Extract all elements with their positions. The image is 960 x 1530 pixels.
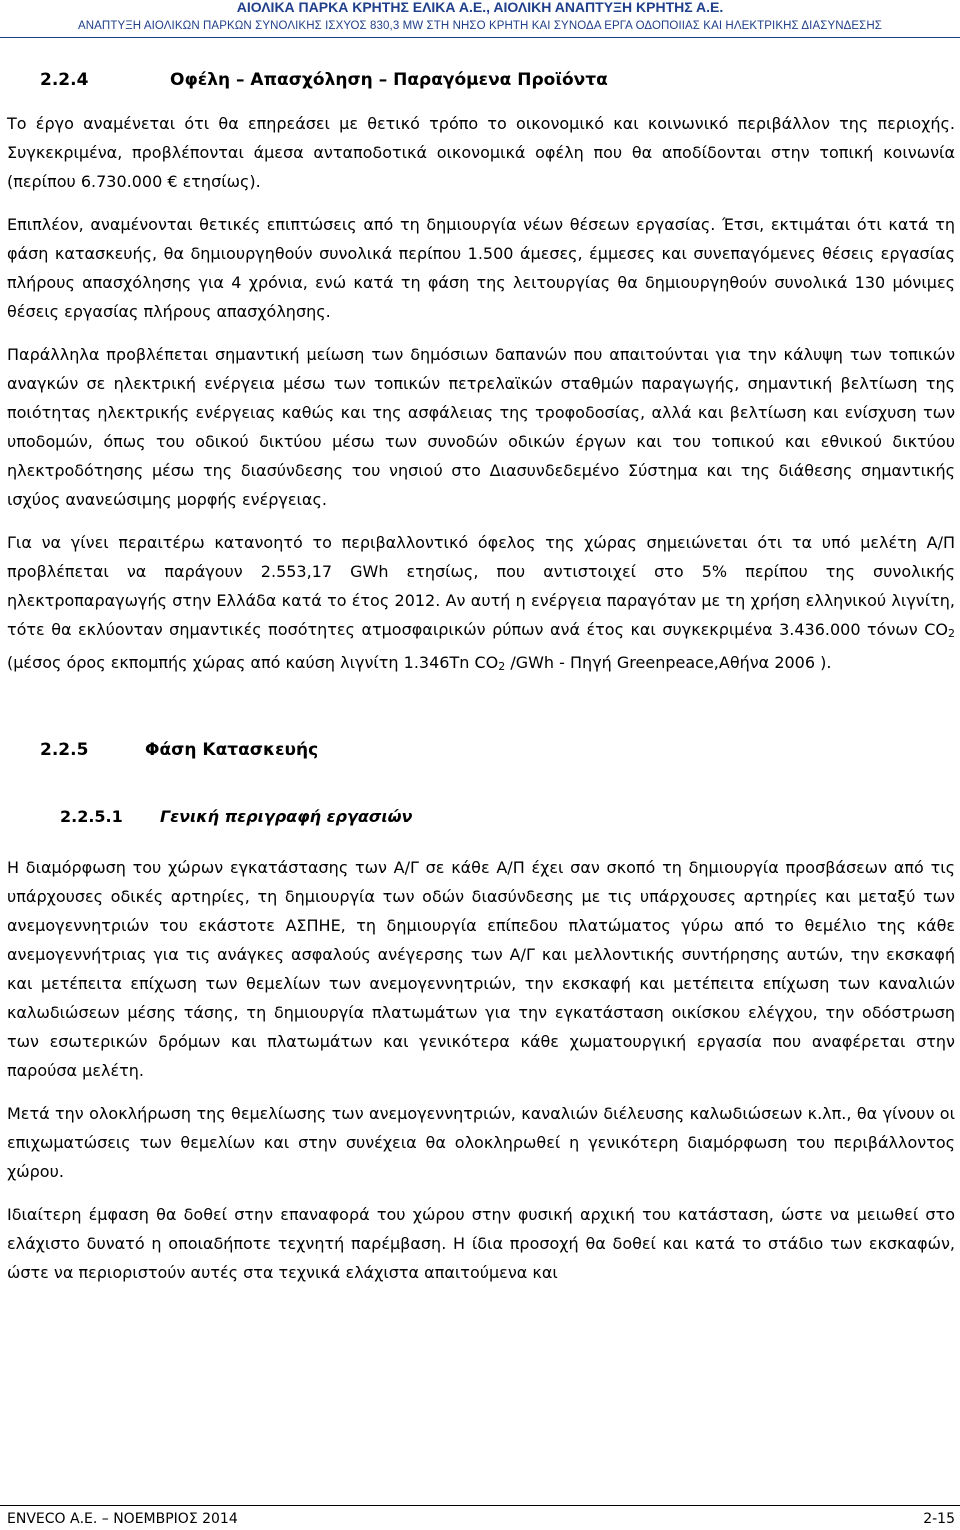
header-subtitle: ΑΝΑΠΤΥΞΗ ΑΙΟΛΙΚΩΝ ΠΑΡΚΩΝ ΣΥΝΟΛΙΚΗΣ ΙΣΧΥΟΣ 830,3 MW ΣΤΗ ΝΗΣΟ ΚΡΗΤΗ ΚΑΙ ΣΥΝΟΔΑ ΕΡΓΑ ΟΔΟΠΟΙΙΑΣ ΚΑΙ ΗΛΕΚΤΡΙΚΗΣ ΔΙΑΣΥΝΔΕΣΗΣ — [77, 20, 883, 32]
paragraph-employment: Επιπλέον, αναμένονται θετικές επιπτώσεις από τη δημιουργία νέων θέσεων εργασίας. Έτσι, εκτιμάται ότι κατά τη φάση κατασκευής, θα δημιουργηθούν συνολικά περίπου 1.500 άμεσες, έμμεσες και συνεπαγόμενες θέσεις εργασίας πλήρους απασχόλησης για 4 χρόνια, ενώ κατά τη φάση της λειτουργίας θα δημιουργηθούν συνολικά 130 μόνιμες θέσεις εργασίας πλήρους απασχόλησης. — [7, 215, 955, 321]
co2-subscript-2: 2 — [498, 660, 506, 673]
co2-text-part2: (μέσος όρος εκπομπής χώρας από καύση λιγνίτη 1.346Tn CO — [7, 653, 499, 672]
paragraph-public-spending: Παράλληλα προβλέπεται σημαντική μείωση των δημόσιων δαπανών που απαιτούνται για την κάλυψη των τοπικών αναγκών σε ηλεκτρική ενέργεια μέσω των τοπικών πετρελαϊκών σταθμών παραγωγής, σημαντική βελτίωση της ποιότητας ηλεκτρικής ενέργειας καθώς και της ασφάλειας της τροφοδοσίας, αλλά και βελτίωση και ενίσχυση των υποδομών, όπως του οδικού δικτύου μέσω των συνοδών οδικών έργων και του τοπικού και εθνικού δικτύου ηλεκτροδότησης μέσω της διασύνδεσης του νησιού στο Διασυνδεδεμένο Σύστημα και της διάθεσης σημαντικής ισχύος ανανεώσιμης μορφής ενέργειας. — [7, 345, 955, 509]
section-title: Οφέλη – Απασχόληση – Παραγόμενα Προϊόντα — [170, 70, 608, 90]
section-number: 2.2.5 — [40, 740, 89, 760]
document-body — [7, 66, 955, 1301]
header-divider — [0, 37, 960, 38]
paragraph-co2-benefit — [7, 528, 955, 681]
paragraph-foundation-completion: Μετά την ολοκλήρωση της θεμελίωσης των ανεμογεννητριών, καναλιών διέλευσης καλωδιώσεων κ.λπ., θα γίνουν οι επιχωματώσεις των θεμελίων και στην συνέχεια θα ολοκληρωθεί η γενικότερη διαμόρφωση του περιβάλλοντος χώρου. — [7, 1104, 955, 1181]
page-number: 2-15 — [923, 1511, 955, 1527]
section-number: 2.2.5.1 — [60, 807, 123, 826]
paragraph-site-preparation: Η διαμόρφωση του χώρων εγκατάστασης των Α/Γ σε κάθε Α/Π έχει σαν σκοπό τη δημιουργία προσβάσεων από τις υπάρχουσες οδικές αρτηρίες, τη δημιουργία των οδών διασύνδεσης με τις υπάρχουσες αρτηρίες και μεταξύ των ανεμογεννητριών του εκάστοτε ΑΣΠΗΕ, τη δημιουργία επίπεδου πλατώματος γύρω από το θεμέλιο της κάθε ανεμογεννήτριας για τις ανάγκες ασφαλούς ανέγερσης των Α/Γ και μελλοντικής συντήρησης αυτών, την εκσκαφή και μετέπειτα επίχωση των θεμελίων των ανεμογεννητριών, την εκσκαφή και μετέπειτα επίχωση των καναλιών καλωδιώσεων μέσης τάσης, τη δημιουργία πλατωμάτων για την εγκατάσταση οικίσκου ελέγχου, την οδόστρωση των εσωτερικών δρόμων και πλατωμάτων και γενικότερα κάθε χωματουργική εργασία που αναφέρεται στην παρούσα μελέτη. — [7, 858, 955, 1080]
paragraph-economic-benefits: Το έργο αναμένεται ότι θα επηρεάσει με θετικό τρόπο το οικονομικό και κοινωνικό περιβάλλον της περιοχής. Συγκεκριμένα, προβλέπονται άμεσα ανταποδοτικά οικονομικά οφέλη που θα αποδίδονται στην τοπική κοινωνία (περίπου 6.730.000 € ετησίως). — [7, 114, 955, 191]
footer-company-date: ENVECO Α.Ε. – ΝΟΕΜΒΡΙΟΣ 2014 — [7, 1511, 238, 1527]
section-title: Φάση Κατασκευής — [145, 740, 319, 760]
section-heading-2-2-5 — [40, 736, 955, 765]
co2-text-part3: /GWh - Πηγή Greenpeace,Αθήνα 2006 ). — [505, 653, 832, 672]
section-title: Γενική περιγραφή εργασιών — [160, 807, 413, 826]
co2-subscript-1: 2 — [948, 627, 955, 640]
footer-divider — [0, 1505, 960, 1506]
co2-text-part1: Για να γίνει περαιτέρω κατανοητό το περιβαλλοντικό όφελος της χώρας σημειώνεται ότι τα υπό μελέτη Α/Π προβλέπεται να παράγουν 2.553,17 GWh ετησίως, που αντιστοιχεί στο 5% περίπου της συνολικής ηλεκτροπαραγωγής στην Ελλάδα κατά το έτος 2012. Αν αυτή η ενέργεια παραγόταν με τη χρήση ελληνικού λιγνίτη, τότε θα εκλύονταν σημαντικές ποσότητες ατμοσφαιρικών ρύπων ανά έτος και συγκεκριμένα 3.436.000 τόνων CO — [7, 533, 955, 639]
section-number: 2.2.4 — [40, 70, 89, 90]
section-heading-2-2-4 — [40, 66, 955, 95]
section-heading-2-2-5-1 — [60, 802, 955, 831]
paragraph-site-restoration: Ιδιαίτερη έμφαση θα δοθεί στην επαναφορά του χώρου στην φυσική αρχική του κατάσταση, ώστε να μειωθεί στο ελάχιστο δυνατό η οποιαδήποτε τεχνητή παρέμβαση. Η ίδια προσοχή θα δοθεί και κατά το στάδιο των εκσκαφών, ώστε να περιοριστούν αυτές στα τεχνικά ελάχιστα απαιτούμενα και — [7, 1205, 955, 1282]
header-title: ΑΙΟΛΙΚΑ ΠΑΡΚΑ ΚΡΗΤΗΣ ΕΛΙΚΑ Α.Ε., ΑΙΟΛΙΚΗ ΑΝΑΠΤΥΞΗ ΚΡΗΤΗΣ Α.Ε. — [236, 0, 724, 15]
